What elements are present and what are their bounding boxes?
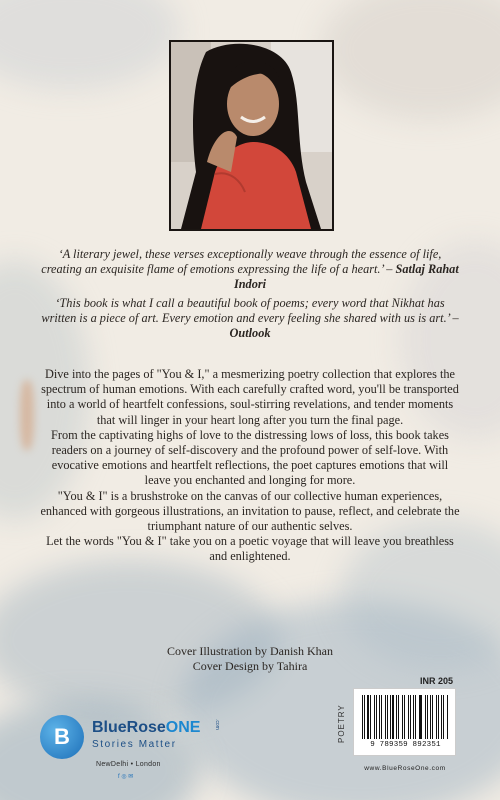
barcode-bar [410, 695, 411, 739]
barcode-bar [405, 695, 407, 739]
barcode-bar [439, 695, 440, 739]
barcode-bar [404, 695, 405, 739]
barcode-bar [402, 695, 403, 739]
barcode-bar [385, 695, 386, 739]
barcode-bar [374, 695, 375, 739]
barcode-bar [362, 695, 363, 739]
barcode-bar [379, 695, 380, 739]
illustration-credit: Cover Illustration by Danish Khan [167, 644, 333, 658]
barcode-bar [367, 695, 369, 739]
barcode-bar [432, 695, 433, 739]
barcode-bar [427, 695, 428, 739]
barcode-bar [443, 695, 444, 739]
barcode-bar [425, 695, 426, 739]
blurb-paragraph: Let the words "You & I" take you on a poetic voyage that will leave you breathless and enlightened. [46, 534, 454, 564]
price-label: INR 205 [420, 676, 454, 686]
book-blurb [40, 367, 460, 565]
social-icons: f ◎ ✉ [118, 774, 134, 780]
barcode-bar [364, 695, 365, 739]
barcode-bar [411, 695, 412, 739]
barcode-bar [398, 695, 399, 739]
barcode-bar [433, 695, 435, 739]
barcode-bar [366, 695, 367, 739]
barcode-bar [441, 695, 442, 739]
barcode-bar [383, 695, 384, 739]
barcode-bars [362, 695, 449, 739]
blurb-paragraph: Dive into the pages of "You & I," a mesmerizing poetry collection that explores the spectrum of human emotions. With each carefully crafted word, you'll be transported into a world of heartfelt confessions, soul-stirring revelations, and tender moments that will linger in your heart long after you turn the final page. [41, 367, 459, 427]
genre-label: POETRY [337, 704, 346, 744]
barcode-bar [370, 695, 371, 739]
barcode-bar [438, 695, 439, 739]
barcode-bar [445, 695, 446, 739]
author-photo [169, 40, 334, 231]
isbn-barcode [353, 688, 456, 756]
blurb-paragraph: From the captivating highs of love to the distressing lows of loss, this book takes readers on a journey of self-discovery and the profound power of self-love. With evocative emotions and heartfelt reflections, the poet captures emotions that will leave you enchanted and longing for more. [51, 427, 449, 488]
publisher-cities: NewDelhi • London [96, 761, 161, 768]
review-quote-2: ‘This book is what I call a beautiful book of poems; every word that Nikhat has written is a piece of art. Every emotion and every feeling she shared with us is art.’ – Outlook [41, 296, 459, 340]
barcode-bar [396, 695, 397, 739]
barcode-bar [377, 695, 378, 739]
blurb-paragraph: "You & I" is a brushstroke on the canvas of our collective human experiences, enhanced with gorgeous illustrations, an invitation to pause, reflect, and celebrate the triumphant nature of our authentic selves. [40, 488, 460, 534]
publisher-tagline: Stories Matter [92, 739, 177, 750]
barcode-bar [390, 695, 391, 739]
review-source: Outlook [229, 326, 271, 340]
barcode-bar [415, 695, 416, 739]
barcode-bar [395, 695, 396, 739]
barcode-bar [423, 695, 424, 739]
publisher-logo [40, 713, 250, 788]
publisher-brand: BlueRoseONE [92, 719, 201, 736]
barcode-bar [408, 695, 409, 739]
barcode-bar [428, 695, 429, 739]
barcode-bar [388, 695, 389, 739]
publisher-website: www.BlueRoseOne.com [364, 765, 446, 772]
barcode-bar [430, 695, 431, 739]
review-source: Satlaj Rahat Indori [233, 262, 459, 291]
barcode-bar [417, 695, 418, 739]
isbn-number: 9 789359 892351 [370, 741, 441, 749]
barcode-bar [419, 695, 420, 739]
barcode-bar [420, 695, 422, 739]
barcode-bar [413, 695, 414, 739]
design-credit: Cover Design by Tahira [192, 659, 308, 673]
review-quote-1: ‘A literary jewel, these verses exceptionally weave through the essence of life, creating an exquisite flame of emotions expressing the life of a heart.’ – Satlaj Rahat Indori [41, 247, 459, 291]
barcode-bar [387, 695, 388, 739]
publisher-domain: .com [214, 719, 220, 730]
publisher-b-icon: B [40, 715, 84, 759]
barcode-bar [381, 695, 383, 739]
barcode-bar [400, 695, 401, 739]
barcode-bar [447, 695, 448, 739]
barcode-bar [436, 695, 437, 739]
barcode-bar [392, 695, 394, 739]
barcode-bar [372, 695, 373, 739]
barcode-bar [376, 695, 377, 739]
